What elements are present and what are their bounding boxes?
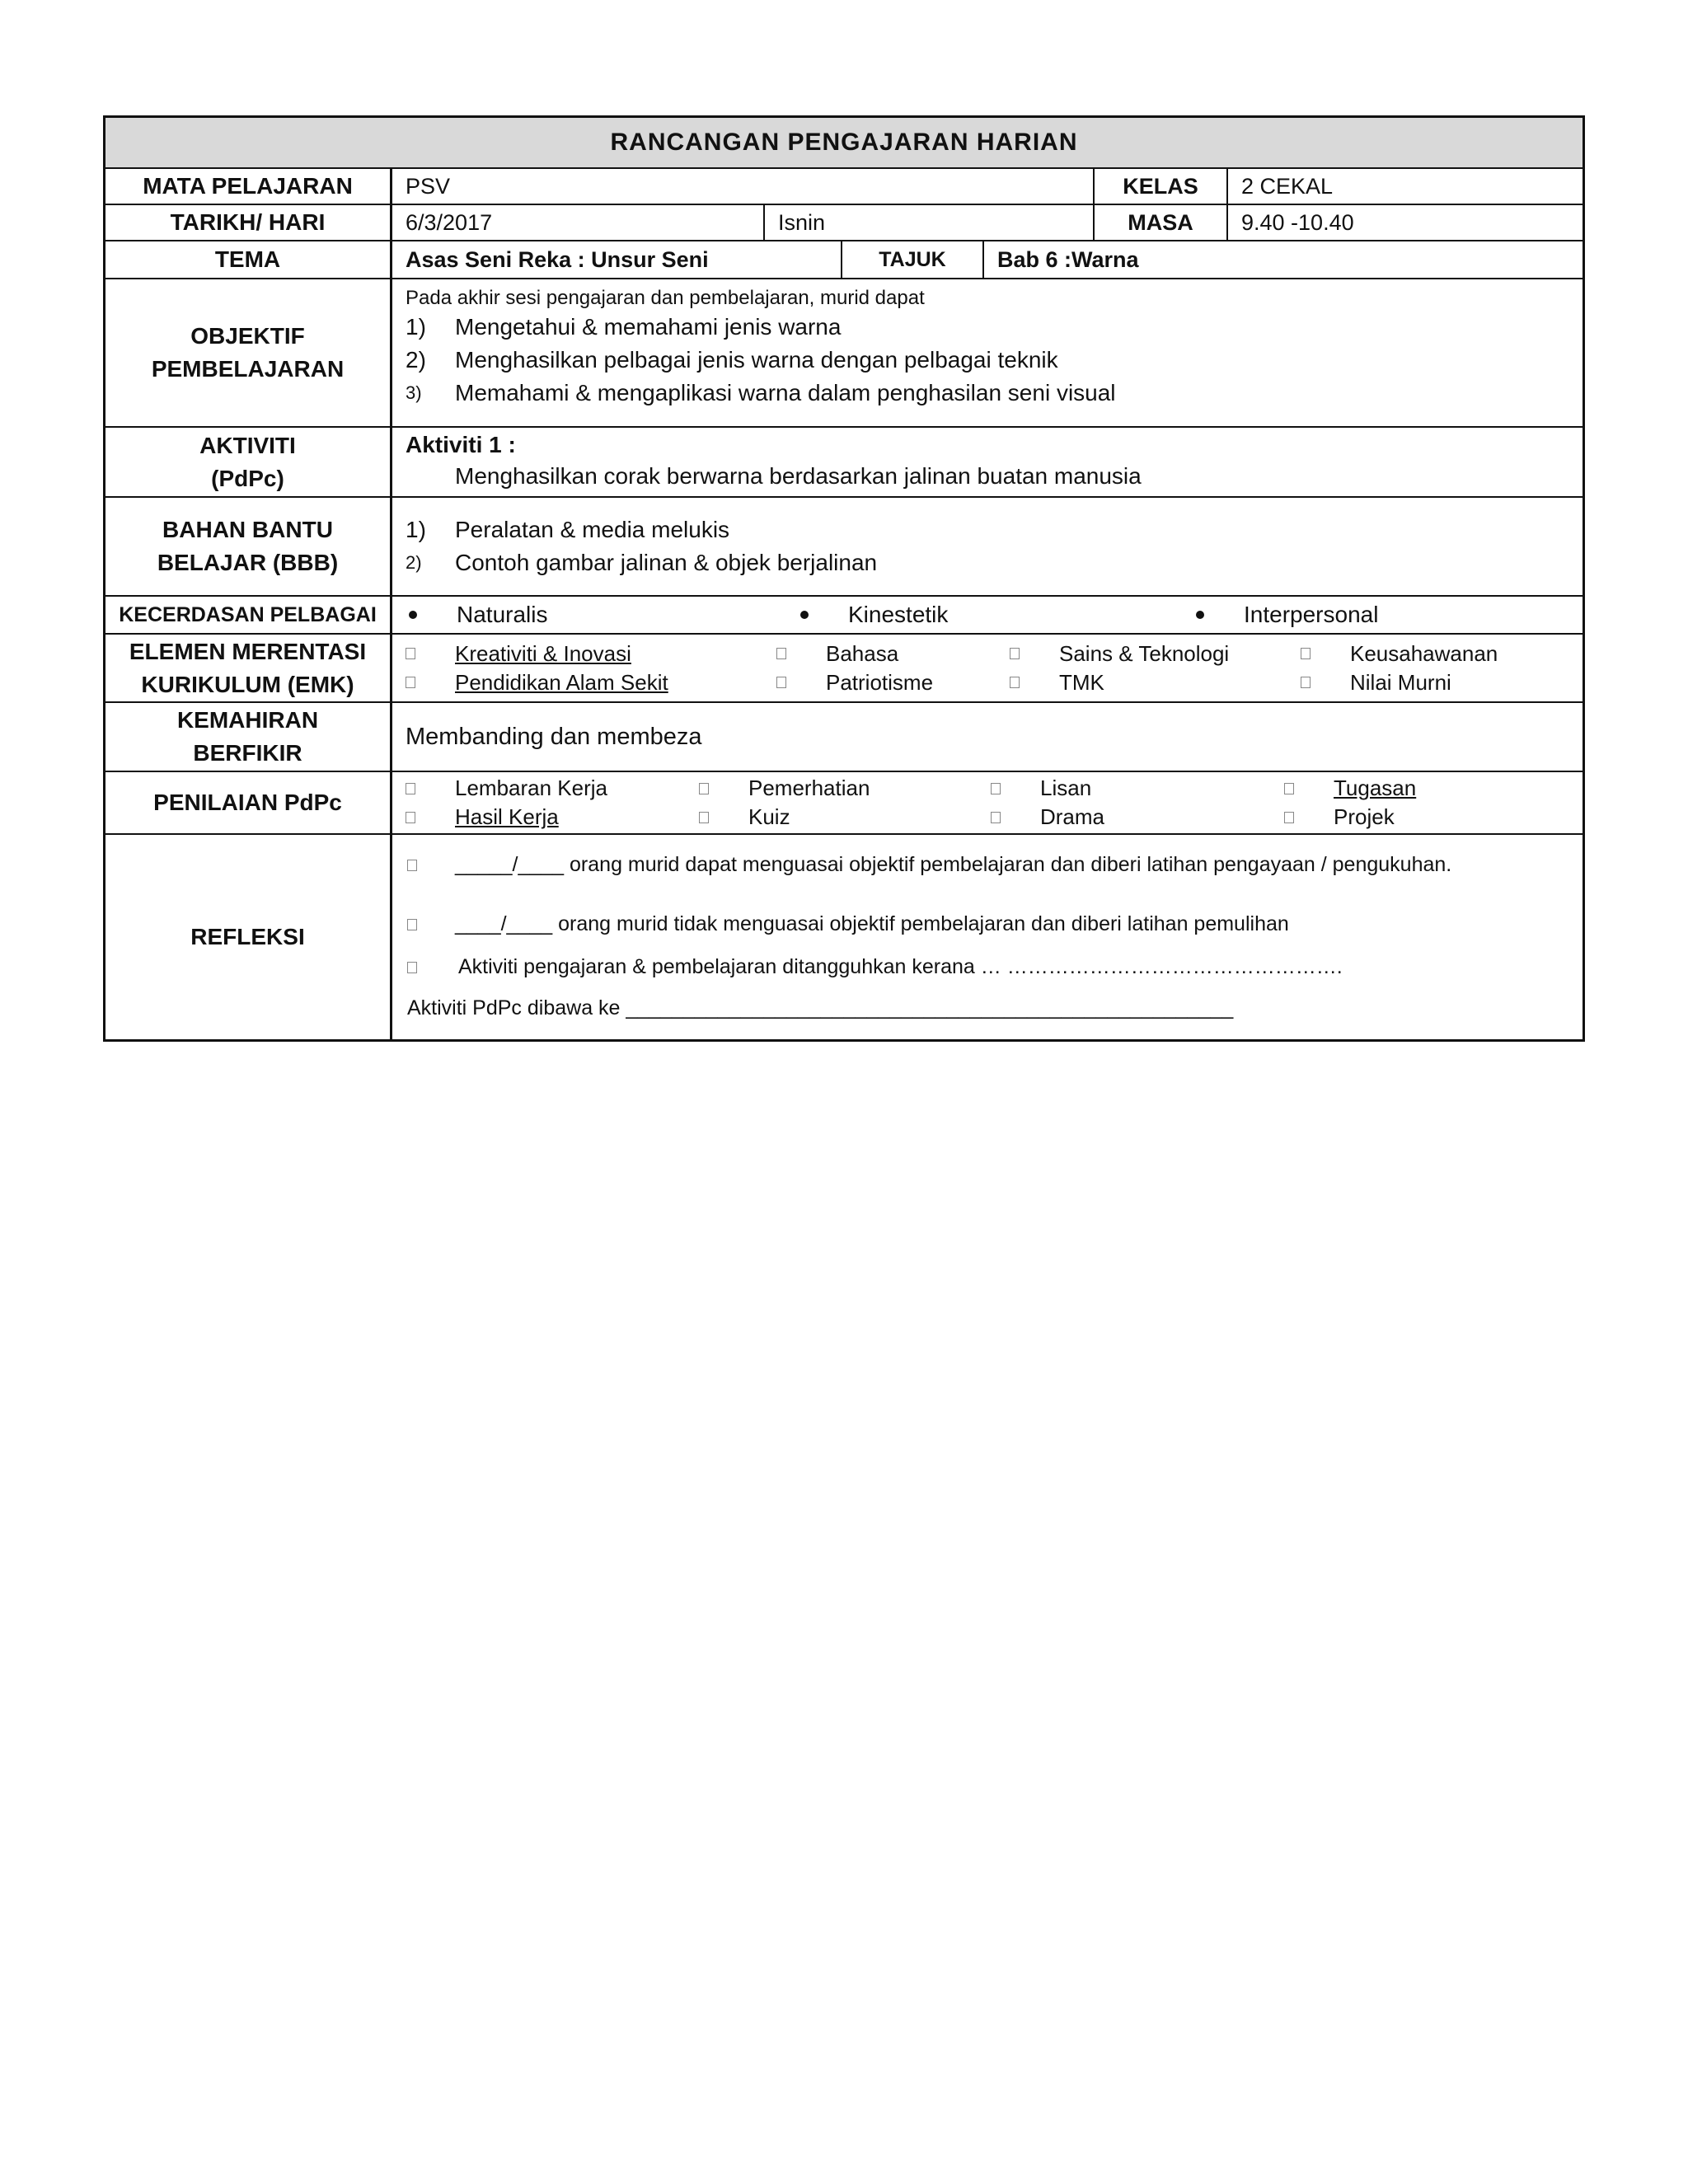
- intelligence-item: [409, 602, 800, 628]
- emk-item[interactable]: [406, 640, 776, 668]
- topic-value: Bab 6 :Warna: [997, 246, 1139, 272]
- reflection-line-postponed[interactable]: [407, 955, 1343, 979]
- multiple-intelligence-row: [106, 597, 1582, 635]
- emk-item-label: Kreativiti & Inovasi: [455, 640, 631, 666]
- emk-item[interactable]: [1010, 668, 1301, 697]
- assessment-item-label: Lisan: [1040, 776, 1092, 800]
- assessment-item-label: Projek: [1334, 804, 1395, 829]
- thinking-skills-label-line2: BERFIKIR: [193, 740, 302, 766]
- reflection-row: [106, 835, 1582, 1039]
- assessment-item-label: Lembaran Kerja: [455, 776, 607, 800]
- assessment-row: [106, 772, 1582, 835]
- checkbox-icon[interactable]: [699, 783, 709, 794]
- activity-content: [392, 428, 1582, 496]
- assessment-label: PENILAIAN PdPc: [106, 772, 392, 833]
- intelligence-label: Kinestetik: [848, 602, 949, 627]
- objectives-label-line1: OBJEKTIF: [190, 323, 305, 349]
- intelligence-item: [1196, 602, 1378, 628]
- checkbox-icon[interactable]: [1010, 648, 1020, 659]
- thinking-skills-label: [106, 703, 392, 771]
- intelligence-label: Interpersonal: [1244, 602, 1379, 627]
- checkbox-icon[interactable]: [406, 812, 415, 823]
- checkbox-icon[interactable]: [407, 919, 417, 930]
- emk-list: [392, 635, 1582, 701]
- bullet-icon: [800, 611, 809, 619]
- objective-item: [406, 377, 1569, 410]
- emk-item-label: Patriotisme: [826, 669, 934, 695]
- teaching-aids-label-line1: BAHAN BANTU: [162, 517, 333, 542]
- multiple-intelligence-label: KECERDASAN PELBAGAI: [106, 597, 392, 633]
- reflection-label: REFLEKSI: [106, 835, 392, 1039]
- activity-label: [106, 428, 392, 496]
- checkbox-icon[interactable]: [991, 783, 1001, 794]
- subject-label: MATA PELAJARAN: [106, 169, 392, 204]
- date-label: TARIKH/ HARI: [106, 205, 392, 240]
- theme-value: Asas Seni Reka : Unsur Seni: [392, 241, 842, 278]
- emk-item-label: Keusahawanan: [1350, 640, 1498, 666]
- checkbox-icon[interactable]: [699, 812, 709, 823]
- reflection-text: Aktiviti pengajaran & pembelajaran ditangguhkan kerana … ………………………………………….: [458, 955, 1343, 978]
- emk-row: [106, 635, 1582, 703]
- plan-title-row: [106, 118, 1582, 169]
- reflection-line-carried-forward: [407, 996, 1233, 1020]
- multiple-intelligence-list: [392, 597, 1582, 633]
- reflection-text: Aktiviti PdPc dibawa ke _____________________________________________________: [407, 996, 1234, 1019]
- objective-item: [406, 344, 1569, 377]
- objectives-row: [106, 279, 1582, 428]
- objective-number: 1): [406, 314, 426, 340]
- emk-item-label: TMK: [1059, 669, 1104, 695]
- emk-item-label: Sains & Teknologi: [1059, 640, 1230, 666]
- plan-title: RANCANGAN PENGAJARAN HARIAN: [610, 129, 1078, 156]
- checkbox-icon[interactable]: [406, 648, 415, 659]
- reflection-line-mastered[interactable]: [407, 853, 1451, 877]
- emk-item-label: Nilai Murni: [1350, 669, 1451, 695]
- reflection-line-not-mastered[interactable]: [407, 912, 1289, 936]
- assessment-item[interactable]: [699, 774, 991, 803]
- assessment-item-label: Kuiz: [748, 804, 790, 829]
- teaching-aid-text: Peralatan & media melukis: [455, 517, 730, 542]
- checkbox-icon[interactable]: [407, 860, 417, 871]
- objective-item: [406, 311, 1569, 344]
- assessment-item[interactable]: [1284, 803, 1569, 832]
- checkbox-icon[interactable]: [1301, 648, 1311, 659]
- teaching-aids-label-line2: BELAJAR (BBB): [157, 550, 339, 575]
- day-value: Isnin: [765, 205, 1095, 240]
- assessment-item-label: Pemerhatian: [748, 776, 870, 800]
- reflection-text: _____/____ orang murid dapat menguasai objektif pembelajaran dan diberi latihan pengayaan / pengukuhan.: [455, 853, 1452, 876]
- date-value: 6/3/2017: [392, 205, 765, 240]
- checkbox-icon[interactable]: [1284, 783, 1294, 794]
- emk-label-line1: ELEMEN MERENTASI: [129, 638, 367, 664]
- thinking-skills-label-line1: KEMAHIRAN: [176, 707, 319, 733]
- reflection-content: [392, 835, 1582, 1039]
- time-label: MASA: [1095, 205, 1228, 240]
- subject-row: [106, 169, 1582, 205]
- emk-item[interactable]: [776, 640, 1010, 668]
- teaching-aids-content: [392, 498, 1582, 595]
- objective-text: Memahami & mengaplikasi warna dalam penghasilan seni visual: [455, 380, 1116, 405]
- activity-heading: Aktiviti 1 :: [406, 432, 516, 457]
- teaching-aid-number: 2): [406, 552, 422, 573]
- checkbox-icon[interactable]: [1284, 812, 1294, 823]
- class-value: 2 CEKAL: [1241, 173, 1334, 199]
- teaching-aid-item: [406, 546, 1569, 579]
- time-value: 9.40 -10.40: [1241, 209, 1354, 235]
- objective-number: 2): [406, 347, 426, 373]
- assessment-item[interactable]: [1284, 774, 1569, 803]
- emk-item[interactable]: [406, 668, 776, 697]
- emk-label-line2: KURIKULUM (EMK): [141, 671, 354, 697]
- activity-label-line2: (PdPc): [211, 465, 284, 491]
- topic-label: TAJUK: [842, 241, 984, 278]
- subject-value: PSV: [392, 169, 1095, 204]
- checkbox-icon[interactable]: [1010, 677, 1020, 688]
- objectives-content: [392, 279, 1582, 426]
- checkbox-icon[interactable]: [407, 962, 417, 973]
- intelligence-item: [800, 602, 1196, 628]
- checkbox-icon[interactable]: [991, 812, 1001, 823]
- activity-text: Menghasilkan corak berwarna berdasarkan jalinan buatan manusia: [455, 463, 1142, 489]
- theme-label: TEMA: [106, 241, 392, 278]
- objectives-label: [106, 279, 392, 426]
- reflection-text: ____/____ orang murid tidak menguasai objektif pembelajaran dan diberi latihan pemulihan: [455, 912, 1289, 935]
- emk-label: [106, 635, 392, 701]
- emk-item[interactable]: [1010, 640, 1301, 668]
- checkbox-icon[interactable]: [776, 677, 786, 688]
- assessment-item[interactable]: [699, 803, 991, 832]
- activity-row: [106, 428, 1582, 498]
- emk-item-label: Bahasa: [826, 640, 899, 666]
- emk-item[interactable]: [776, 668, 1010, 697]
- teaching-aids-row: [106, 498, 1582, 597]
- assessment-item[interactable]: [991, 803, 1284, 832]
- teaching-aid-text: Contoh gambar jalinan & objek berjalinan: [455, 550, 878, 575]
- objective-text: Menghasilkan pelbagai jenis warna dengan pelbagai teknik: [455, 347, 1058, 373]
- objective-text: Mengetahui & memahami jenis warna: [455, 314, 842, 340]
- lesson-plan-table: [103, 115, 1585, 1042]
- checkbox-icon[interactable]: [406, 783, 415, 794]
- theme-row: [106, 241, 1582, 279]
- thinking-skills-row: [106, 703, 1582, 772]
- date-row: [106, 205, 1582, 241]
- assessment-item-label: Drama: [1040, 804, 1105, 829]
- assessment-list: [392, 772, 1582, 833]
- assessment-item[interactable]: [406, 803, 699, 832]
- thinking-skills-value: Membanding dan membeza: [406, 723, 702, 750]
- class-label: KELAS: [1095, 169, 1228, 204]
- objective-number: 3): [406, 382, 422, 403]
- checkbox-icon[interactable]: [406, 677, 415, 688]
- objectives-label-line2: PEMBELAJARAN: [151, 356, 345, 382]
- bullet-icon: [1196, 611, 1204, 619]
- emk-item[interactable]: [1301, 640, 1569, 668]
- assessment-item-label: Tugasan: [1334, 776, 1417, 800]
- bullet-icon: [409, 611, 417, 619]
- teaching-aid-number: 1): [406, 517, 426, 542]
- activity-label-line1: AKTIVITI: [199, 432, 296, 458]
- teaching-aids-label: [106, 498, 392, 595]
- emk-item-label: Pendidikan Alam Sekit: [455, 669, 668, 695]
- checkbox-icon[interactable]: [776, 648, 786, 659]
- teaching-aid-item: [406, 513, 1569, 546]
- assessment-item-label: Hasil Kerja: [455, 804, 559, 829]
- emk-item[interactable]: [1301, 668, 1569, 697]
- assessment-item[interactable]: [991, 774, 1284, 803]
- assessment-item[interactable]: [406, 774, 699, 803]
- checkbox-icon[interactable]: [1301, 677, 1311, 688]
- intelligence-label: Naturalis: [457, 602, 548, 627]
- objectives-intro: Pada akhir sesi pengajaran dan pembelajaran, murid dapat: [406, 287, 925, 309]
